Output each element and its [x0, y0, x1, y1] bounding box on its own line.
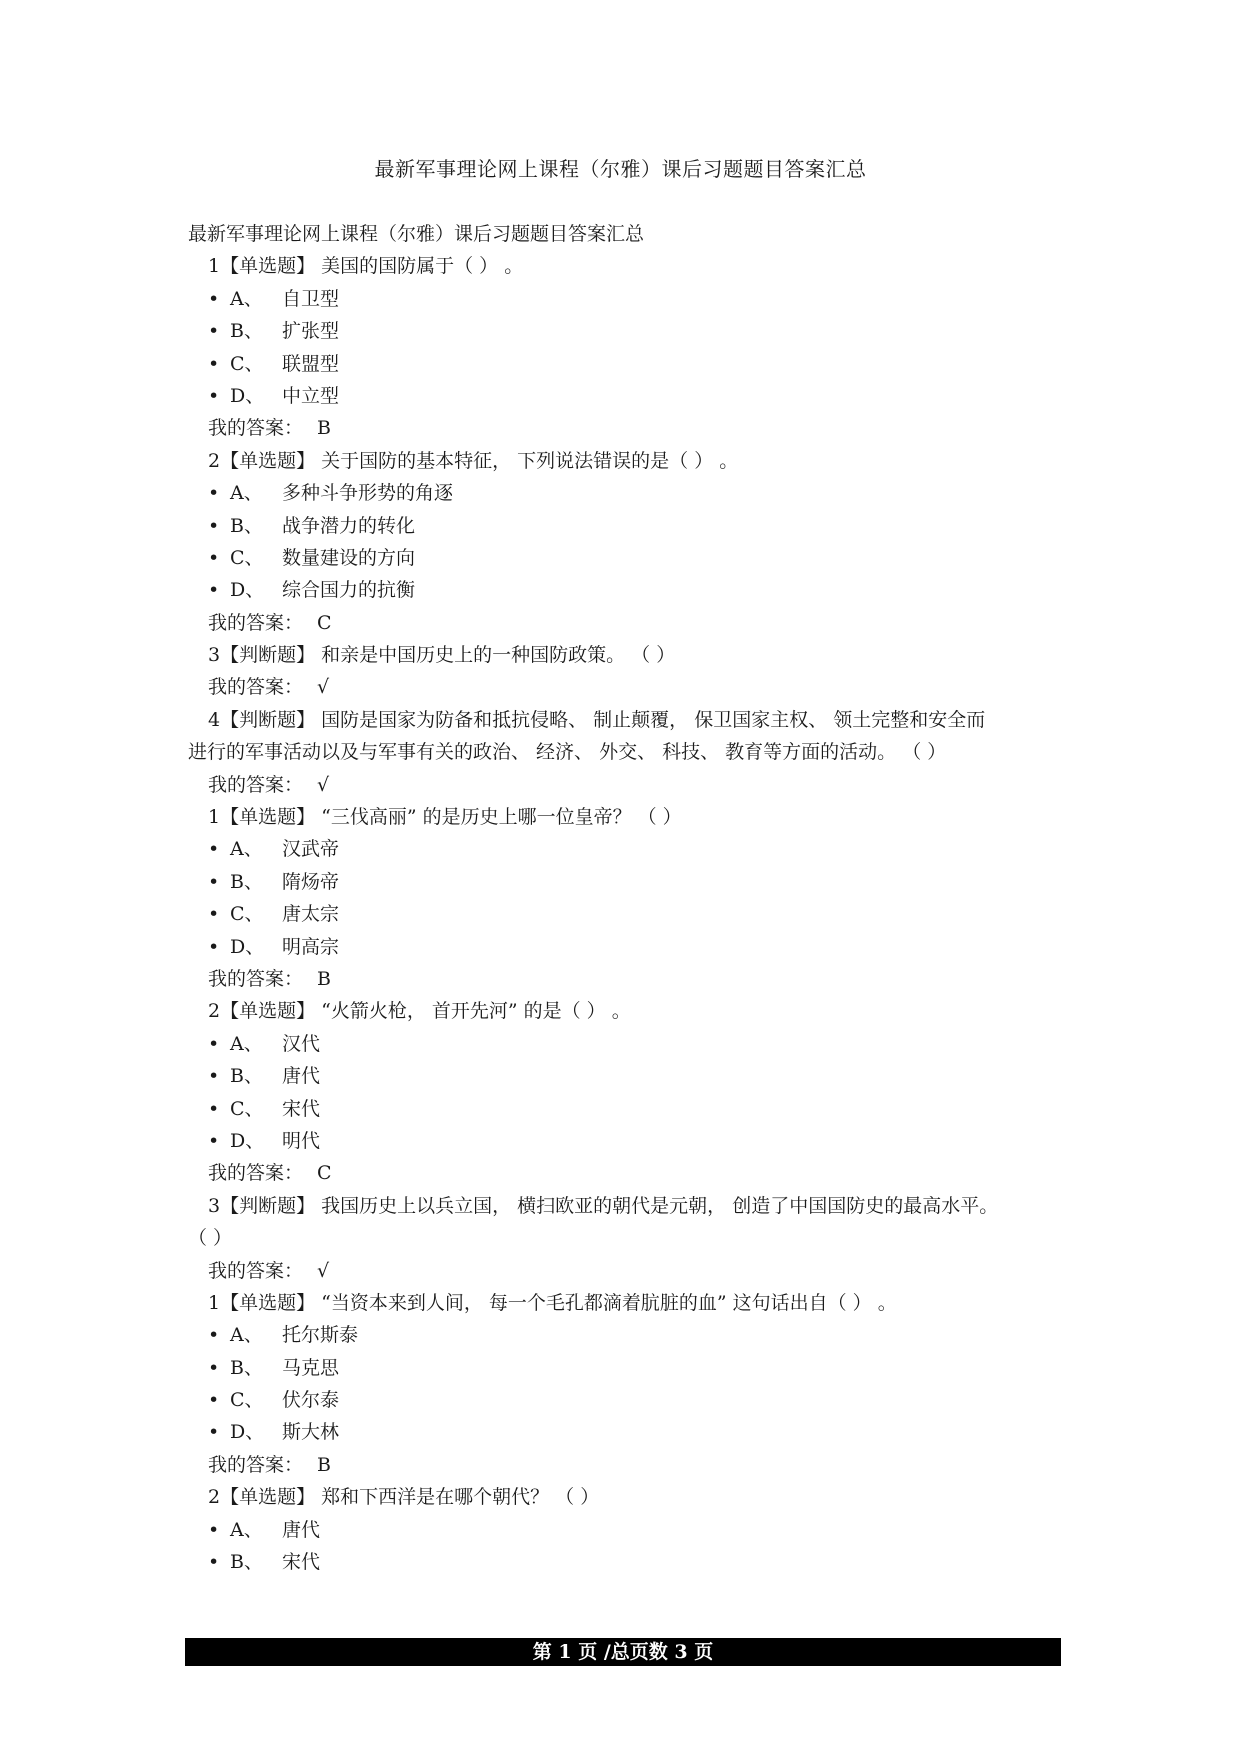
option-letter: A、 [230, 482, 263, 505]
bullet-icon: • [208, 1129, 220, 1152]
answer-option [208, 315, 1088, 347]
option-letter: D、 [230, 579, 265, 602]
bullet-icon: • [208, 384, 220, 407]
option-text: 汉代 [282, 1032, 321, 1055]
option-letter: A、 [230, 1032, 263, 1055]
answer-option [208, 1546, 1088, 1578]
option-letter: C、 [230, 1097, 264, 1120]
answer-option [208, 348, 1088, 380]
option-text: 扩张型 [282, 320, 340, 343]
option-letter: C、 [230, 903, 264, 926]
answer-option [208, 574, 1088, 606]
answer-option [208, 898, 1088, 930]
option-text: 汉武帝 [282, 838, 340, 861]
answer-label: 我的答案： [208, 773, 304, 796]
answer-option [208, 1060, 1088, 1092]
answer-option [208, 1514, 1088, 1546]
option-letter: A、 [230, 287, 263, 310]
option-letter: B、 [230, 1551, 263, 1574]
my-answer [208, 671, 1088, 703]
bullet-icon: • [208, 935, 220, 958]
option-text: 隋炀帝 [282, 870, 340, 893]
bullet-icon: • [208, 838, 220, 861]
bullet-icon: • [208, 1421, 220, 1444]
option-letter: D、 [230, 1129, 265, 1152]
answer-label: 我的答案： [208, 1453, 304, 1476]
option-letter: B、 [230, 514, 263, 537]
option-text: 综合国力的抗衡 [282, 579, 416, 602]
bullet-icon: • [208, 287, 220, 310]
option-text: 宋代 [282, 1097, 321, 1120]
answer-value: √ [317, 1259, 330, 1282]
answer-value: √ [317, 676, 330, 699]
question-text: 1【单选题】 “三伐高丽” 的是历史上哪一位皇帝？ （ ） [208, 806, 682, 829]
option-letter: C、 [230, 546, 264, 569]
page-title: 最新军事理论网上课程（尔雅）课后习题题目答案汇总 [374, 157, 867, 181]
answer-value: C [317, 1162, 332, 1185]
bullet-icon: • [208, 1097, 220, 1120]
option-letter: D、 [230, 384, 265, 407]
bullet-icon: • [208, 870, 220, 893]
question-text: 3【判断题】 我国历史上以兵立国， 横扫欧亚的朝代是元朝， 创造了中国国防史的最高水平。 [208, 1194, 999, 1217]
bullet-icon: • [208, 1356, 220, 1379]
question-text: 2【单选题】 关于国防的基本特征， 下列说法错误的是（ ） 。 [208, 449, 739, 472]
answer-value: √ [317, 773, 330, 796]
answer-option [208, 1384, 1088, 1416]
option-text: 中立型 [282, 384, 340, 407]
my-answer [208, 1449, 1088, 1481]
option-text: 唐代 [282, 1065, 321, 1088]
question-text-continued: 进行的军事活动以及与军事有关的政治、 经济、 外交、 科技、 教育等方面的活动。 （ ） [188, 741, 947, 764]
answer-option [208, 833, 1088, 865]
option-letter: B、 [230, 870, 263, 893]
question-text: 2【单选题】 “火箭火枪， 首开先河” 的是（ ） 。 [208, 1000, 631, 1023]
answer-label: 我的答案： [208, 611, 304, 634]
my-answer [208, 412, 1088, 444]
answer-option [208, 380, 1088, 412]
option-letter: A、 [230, 838, 263, 861]
option-text: 唐太宗 [282, 903, 340, 926]
answer-option [208, 1352, 1088, 1384]
document-body [188, 218, 1088, 1578]
answer-option [208, 1416, 1088, 1448]
bullet-icon: • [208, 514, 220, 537]
answer-option [208, 542, 1088, 574]
answer-option [208, 1319, 1088, 1351]
my-answer [208, 1255, 1088, 1287]
bullet-icon: • [208, 1065, 220, 1088]
option-text: 明高宗 [282, 935, 340, 958]
option-letter: C、 [230, 352, 264, 375]
option-text: 自卫型 [282, 287, 340, 310]
bullet-icon: • [208, 352, 220, 375]
option-letter: D、 [230, 935, 265, 958]
option-letter: B、 [230, 320, 263, 343]
bullet-icon: • [208, 1032, 220, 1055]
option-text: 战争潜力的转化 [282, 514, 416, 537]
page-footer: 第 1 页 /总页数 3 页 [185, 1638, 1061, 1666]
answer-value: B [317, 417, 331, 440]
answer-label: 我的答案： [208, 1259, 304, 1282]
question-text: 1【单选题】 美国的国防属于（ ） 。 [208, 255, 524, 278]
question-text: 3【判断题】 和亲是中国历史上的一种国防政策。 （ ） [208, 644, 676, 667]
answer-option [208, 931, 1088, 963]
bullet-icon: • [208, 482, 220, 505]
document-heading: 最新军事理论网上课程（尔雅）课后习题题目答案汇总 [188, 223, 645, 245]
answer-label: 我的答案： [208, 1162, 304, 1185]
answer-option [208, 1093, 1088, 1125]
bullet-icon: • [208, 1324, 220, 1347]
option-text: 伏尔泰 [282, 1389, 340, 1412]
bullet-icon: • [208, 903, 220, 926]
answer-label: 我的答案： [208, 967, 304, 990]
option-letter: B、 [230, 1065, 263, 1088]
my-answer [208, 769, 1088, 801]
option-text: 马克思 [282, 1356, 340, 1379]
option-letter: D、 [230, 1421, 265, 1444]
answer-option [208, 283, 1088, 315]
option-letter: B、 [230, 1356, 263, 1379]
answer-option [208, 477, 1088, 509]
option-text: 明代 [282, 1129, 321, 1152]
option-text: 唐代 [282, 1518, 321, 1541]
bullet-icon: • [208, 579, 220, 602]
answer-value: C [317, 611, 332, 634]
option-text: 托尔斯泰 [282, 1324, 359, 1347]
answer-option [208, 866, 1088, 898]
bullet-icon: • [208, 1518, 220, 1541]
option-letter: A、 [230, 1518, 263, 1541]
answer-label: 我的答案： [208, 676, 304, 699]
question-text: 1【单选题】 “当资本来到人间， 每一个毛孔都滴着肮脏的血” 这句话出自（ ） 。 [208, 1291, 897, 1314]
answer-label: 我的答案： [208, 417, 304, 440]
my-answer [208, 1157, 1088, 1189]
bullet-icon: • [208, 1551, 220, 1574]
answer-option [208, 1125, 1088, 1157]
bullet-icon: • [208, 1389, 220, 1412]
bullet-icon: • [208, 320, 220, 343]
question-text-continued: （ ） [188, 1227, 233, 1250]
answer-value: B [317, 1453, 331, 1476]
question-text: 4【判断题】 国防是国家为防备和抵抗侵略、 制止颠覆， 保卫国家主权、 领土完整和安全而 [208, 708, 986, 731]
my-answer [208, 963, 1088, 995]
my-answer [208, 607, 1088, 639]
option-text: 联盟型 [282, 352, 340, 375]
option-letter: A、 [230, 1324, 263, 1347]
answer-option [208, 510, 1088, 542]
option-text: 宋代 [282, 1551, 321, 1574]
answer-value: B [317, 967, 331, 990]
option-text: 数量建设的方向 [282, 546, 416, 569]
option-text: 多种斗争形势的角逐 [282, 482, 454, 505]
question-list [188, 250, 1088, 1578]
option-letter: C、 [230, 1389, 264, 1412]
answer-option [208, 1028, 1088, 1060]
bullet-icon: • [208, 546, 220, 569]
option-text: 斯大林 [282, 1421, 340, 1444]
question-text: 2【单选题】 郑和下西洋是在哪个朝代？ （ ） [208, 1486, 600, 1509]
